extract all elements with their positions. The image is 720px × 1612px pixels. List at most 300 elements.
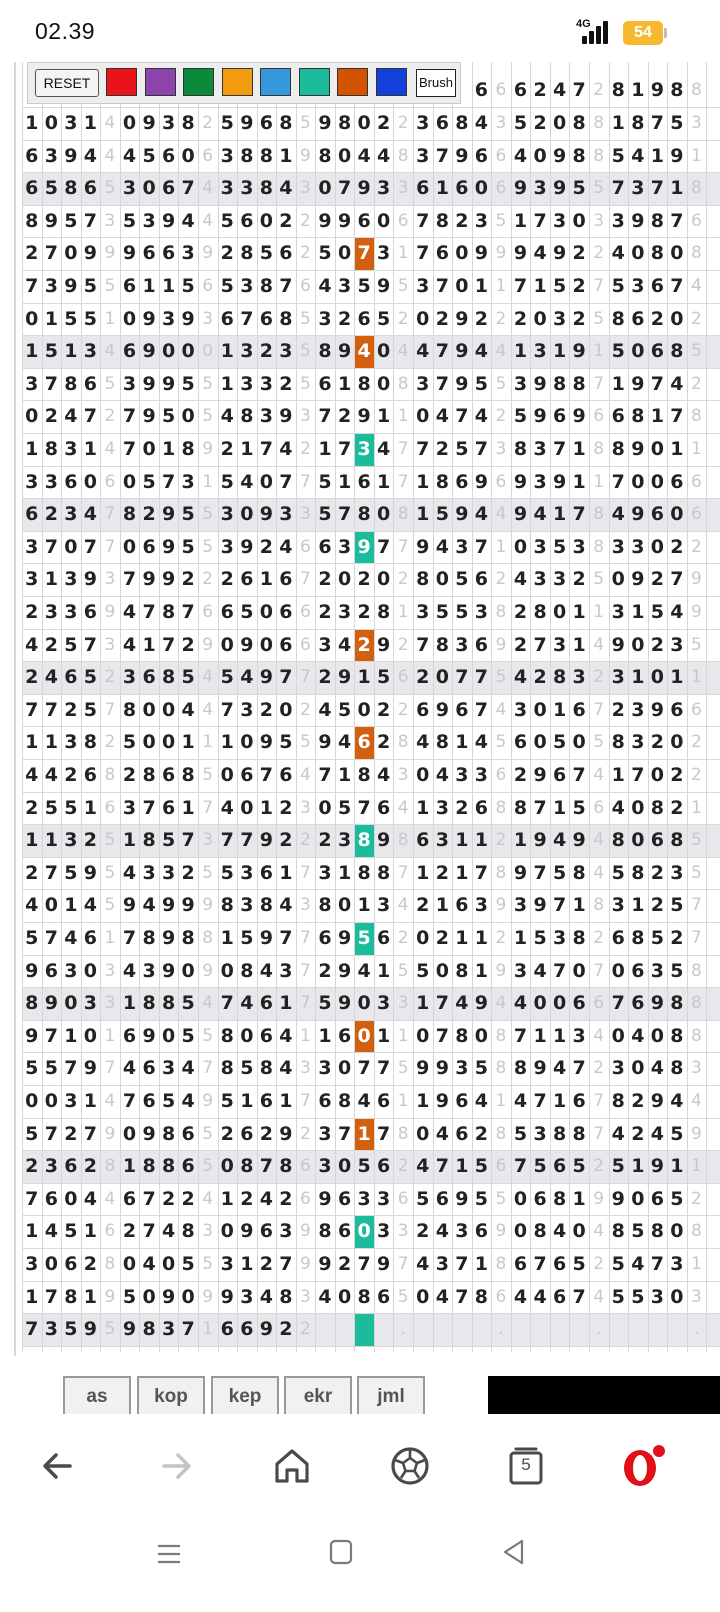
grid-cell[interactable]: 7 [572, 1057, 586, 1080]
grid-cell[interactable]: 1 [495, 536, 507, 557]
grid-cell[interactable]: 9 [162, 535, 176, 558]
grid-cell[interactable]: 5 [122, 209, 137, 232]
grid-cell[interactable]: 9 [495, 243, 507, 264]
grid-cell[interactable]: 0 [240, 503, 254, 526]
grid-cell[interactable]: 4 [513, 992, 528, 1015]
grid-cell[interactable]: 2 [357, 568, 371, 591]
grid-cell[interactable]: 1 [162, 438, 176, 460]
grid-cell[interactable]: 6 [122, 275, 137, 297]
grid-cell[interactable]: 9 [670, 144, 684, 167]
grid-cell[interactable]: 5 [611, 340, 625, 363]
grid-cell[interactable]: 6 [142, 242, 156, 265]
grid-cell[interactable]: 0 [337, 1057, 352, 1080]
grid-cell[interactable]: 5 [611, 1253, 625, 1275]
grid-cell[interactable]: 6 [631, 307, 645, 330]
grid-cell[interactable]: 0 [416, 1122, 430, 1145]
grid-cell[interactable]: 8 [220, 894, 234, 917]
grid-cell[interactable]: 2 [220, 568, 234, 591]
grid-cell[interactable]: 1 [553, 340, 567, 363]
grid-cell[interactable]: 4 [495, 699, 507, 720]
grid-cell[interactable]: 0 [631, 340, 645, 363]
grid-cell[interactable]: 6 [220, 307, 234, 330]
grid-cell[interactable]: 6 [64, 1253, 78, 1275]
grid-cell[interactable]: 0 [670, 1285, 684, 1308]
grid-cell[interactable]: 4 [64, 927, 78, 949]
grid-cell[interactable]: 3 [377, 1220, 391, 1243]
grid-cell[interactable]: 1 [416, 796, 430, 819]
grid-cell[interactable]: 8 [181, 764, 195, 786]
grid-cell[interactable]: 1 [357, 666, 371, 689]
grid-cell[interactable]: 9 [533, 764, 547, 786]
grid-cell[interactable]: 0 [122, 1122, 137, 1145]
grid-cell[interactable]: 2 [220, 438, 234, 460]
grid-cell[interactable]: 6 [670, 470, 684, 493]
grid-cell[interactable]: 7 [691, 895, 702, 916]
grid-cell[interactable]: 0 [220, 764, 234, 786]
grid-cell[interactable]: 4 [533, 503, 547, 526]
grid-cell[interactable]: 0 [240, 1024, 254, 1047]
grid-cell[interactable]: 8 [357, 861, 371, 884]
grid-cell[interactable]: 2 [104, 406, 116, 427]
grid-cell[interactable]: 5 [162, 1090, 176, 1112]
grid-cell[interactable]: 8 [495, 862, 507, 883]
grid-cell[interactable]: 4 [495, 993, 507, 1014]
grid-cell[interactable]: 5 [64, 796, 78, 819]
grid-cell[interactable]: 1 [354, 1118, 374, 1151]
grid-cell[interactable]: 2 [83, 829, 98, 852]
grid-cell[interactable]: 3 [455, 1057, 469, 1080]
grid-cell[interactable]: 4 [318, 275, 332, 297]
grid-cell[interactable] [550, 1313, 570, 1346]
grid-cell[interactable]: 1 [104, 308, 116, 329]
grid-cell[interactable]: 0 [220, 959, 234, 982]
grid-cell[interactable]: 4 [435, 1285, 449, 1308]
grid-cell[interactable]: 6 [650, 1187, 664, 1210]
grid-cell[interactable]: 3 [64, 959, 78, 982]
grid-cell[interactable]: 8 [455, 959, 469, 982]
grid-cell[interactable]: 3 [64, 731, 78, 754]
grid-cell[interactable]: 5 [300, 341, 311, 362]
grid-cell[interactable]: 0 [202, 341, 214, 362]
grid-cell[interactable]: 0 [377, 503, 391, 526]
grid-cell[interactable]: 5 [611, 275, 625, 297]
grid-cell[interactable]: 6 [104, 471, 116, 492]
grid-cell[interactable]: 1 [691, 1254, 702, 1274]
grid-cell[interactable]: 3 [611, 535, 625, 558]
grid-cell[interactable]: 9 [593, 1188, 605, 1209]
grid-cell[interactable]: 7 [181, 177, 195, 200]
grid-cell[interactable]: 2 [495, 569, 507, 590]
grid-cell[interactable]: 0 [25, 405, 39, 428]
grid-cell[interactable]: 7 [691, 928, 702, 948]
grid-cell[interactable]: 9 [162, 209, 176, 232]
grid-cell[interactable]: 4 [357, 959, 371, 982]
grid-cell[interactable]: 6 [455, 698, 469, 721]
grid-cell[interactable]: 8 [593, 439, 605, 459]
grid-cell[interactable]: 5 [357, 1155, 371, 1178]
grid-cell[interactable]: 4 [122, 144, 137, 167]
grid-cell[interactable]: 5 [553, 861, 567, 884]
grid-cell[interactable]: 8 [142, 992, 156, 1015]
grid-cell[interactable]: 5 [240, 927, 254, 949]
grid-cell[interactable] [628, 1313, 648, 1346]
grid-cell[interactable]: 8 [240, 242, 254, 265]
grid-cell[interactable]: 8 [435, 470, 449, 493]
grid-cell[interactable]: 7 [83, 535, 98, 558]
grid-cell[interactable]: 7 [220, 698, 234, 721]
grid-cell[interactable]: 0 [162, 731, 176, 754]
grid-cell[interactable]: 4 [220, 405, 234, 428]
grid-cell[interactable]: 8 [259, 894, 273, 917]
grid-cell[interactable]: 6 [691, 471, 702, 492]
grid-cell[interactable]: 0 [553, 112, 567, 134]
grid-cell[interactable]: 7 [593, 276, 605, 296]
grid-cell[interactable]: 2 [259, 535, 273, 558]
grid-row[interactable] [22, 759, 720, 792]
grid-cell[interactable]: 1 [611, 112, 625, 134]
grid-cell[interactable]: 2 [397, 928, 409, 948]
grid-cell[interactable]: 2 [377, 112, 391, 134]
grid-cell[interactable]: 2 [691, 765, 702, 785]
grid-cell[interactable]: 3 [240, 861, 254, 884]
grid-cell[interactable]: 7 [44, 1024, 58, 1047]
grid-cell[interactable]: 2 [44, 405, 58, 428]
grid-cell[interactable]: 6 [259, 112, 273, 134]
grid-cell[interactable]: 7 [455, 666, 469, 689]
grid-row[interactable] [22, 889, 720, 922]
grid-cell[interactable]: 5 [670, 894, 684, 917]
grid-cell[interactable]: 7 [83, 633, 98, 656]
swatch-orange[interactable] [222, 68, 253, 96]
grid-cell[interactable]: 2 [397, 699, 409, 720]
grid-cell[interactable]: 7 [202, 797, 214, 818]
grid-cell[interactable]: 5 [533, 1155, 547, 1178]
grid-cell[interactable]: 7 [83, 1122, 98, 1145]
grid-cell[interactable]: 1 [416, 1090, 430, 1112]
grid-cell[interactable]: 1 [474, 1253, 489, 1275]
grid-cell[interactable]: 9 [495, 960, 507, 981]
grid-cell[interactable]: 8 [631, 405, 645, 428]
grid-cell[interactable]: 5 [104, 862, 116, 883]
grid-cell[interactable]: 2 [64, 698, 78, 721]
grid-cell[interactable]: 5 [104, 895, 116, 916]
grid-cell[interactable]: 8 [691, 1025, 702, 1046]
grid-cell[interactable]: 3 [279, 1220, 293, 1243]
number-grid[interactable] [22, 62, 720, 1352]
grid-cell[interactable]: 3 [397, 178, 409, 199]
grid-cell[interactable]: 3 [279, 959, 293, 982]
grid-cell[interactable]: 7 [181, 829, 195, 852]
grid-cell[interactable]: 8 [650, 796, 664, 819]
grid-cell[interactable]: 9 [83, 568, 98, 591]
grid-cell[interactable]: 6 [572, 1090, 586, 1112]
grid-cell[interactable]: 0 [435, 666, 449, 689]
grid-cell[interactable]: 7 [122, 1090, 137, 1112]
grid-cell[interactable]: 0 [416, 927, 430, 949]
grid-cell[interactable]: 8 [495, 1058, 507, 1079]
grid-cell[interactable]: 2 [474, 1122, 489, 1145]
grid-cell[interactable]: 5 [495, 667, 507, 688]
grid-cell[interactable]: 3 [220, 144, 234, 167]
grid-cell[interactable]: 6 [377, 796, 391, 819]
grid-cell[interactable]: 8 [64, 177, 78, 200]
grid-cell[interactable]: 0 [455, 242, 469, 265]
grid-cell[interactable]: 5 [64, 1220, 78, 1243]
grid-cell[interactable]: 5 [337, 698, 352, 721]
grid-cell[interactable]: 7 [435, 340, 449, 363]
grid-cell[interactable]: 6 [533, 1187, 547, 1210]
grid-cell[interactable]: 3 [416, 112, 430, 134]
grid-cell[interactable]: 9 [64, 275, 78, 297]
grid-cell[interactable]: 9 [631, 438, 645, 460]
grid-cell[interactable]: 9 [279, 405, 293, 428]
grid-cell[interactable]: 5 [300, 732, 311, 753]
grid-cell[interactable]: 2 [181, 568, 195, 591]
grid-cell[interactable]: 8 [670, 829, 684, 852]
grid-cell[interactable]: 0 [377, 340, 391, 363]
grid-cell[interactable]: 7 [670, 275, 684, 297]
grid-cell[interactable]: 8 [495, 1123, 507, 1144]
grid-cell[interactable]: 9 [44, 209, 58, 232]
grid-cell[interactable]: 7 [142, 1187, 156, 1210]
grid-cell[interactable]: 6 [83, 372, 98, 395]
grid-row[interactable] [22, 531, 720, 564]
grid-cell[interactable]: 7 [318, 405, 332, 428]
grid-cell[interactable]: 3 [611, 666, 625, 689]
grid-cell[interactable]: 7 [650, 177, 664, 200]
grid-cell[interactable]: 6 [357, 209, 371, 232]
grid-cell[interactable]: 3 [631, 731, 645, 754]
grid-cell[interactable]: 8 [670, 1057, 684, 1080]
grid-cell[interactable]: 8 [435, 633, 449, 656]
grid-cell[interactable]: 5 [474, 372, 489, 395]
grid-cell[interactable]: 3 [64, 568, 78, 591]
grid-cell[interactable]: 2 [377, 698, 391, 721]
grid-cell[interactable]: 0 [181, 1285, 195, 1308]
grid-cell[interactable]: 1 [220, 927, 234, 949]
grid-cell[interactable]: 8 [181, 927, 195, 949]
grid-cell[interactable]: 5 [572, 796, 586, 819]
grid-cell[interactable]: 3 [64, 112, 78, 134]
grid-cell[interactable]: 5 [572, 1253, 586, 1275]
grid-cell[interactable]: 6 [83, 601, 98, 623]
grid-row[interactable] [22, 140, 720, 173]
grid-cell[interactable]: 4 [670, 1090, 684, 1112]
grid-cell[interactable]: 0 [572, 959, 586, 982]
grid-cell[interactable]: 0 [650, 764, 664, 786]
grid-cell[interactable]: 2 [300, 1319, 311, 1340]
grid-row[interactable] [22, 172, 720, 205]
home-square-icon[interactable] [327, 1538, 355, 1566]
grid-cell[interactable]: 0 [650, 666, 664, 689]
grid-cell[interactable]: 9 [181, 307, 195, 330]
grid-cell[interactable]: 0 [354, 1020, 374, 1053]
grid-cell[interactable]: 1 [318, 438, 332, 460]
grid-cell[interactable]: 1 [202, 471, 214, 492]
grid-cell[interactable]: 4 [259, 1187, 273, 1210]
grid-cell[interactable]: 1 [416, 503, 430, 526]
grid-cell[interactable] [433, 1313, 453, 1346]
grid-cell[interactable]: 1 [83, 1285, 98, 1308]
grid-cell[interactable]: 3 [455, 535, 469, 558]
grid-cell[interactable]: 0 [650, 1024, 664, 1047]
grid-cell[interactable]: 0 [181, 144, 195, 167]
grid-cell[interactable]: 9 [631, 503, 645, 526]
grid-cell[interactable]: 5 [611, 1285, 625, 1308]
grid-cell[interactable]: 6 [495, 1156, 507, 1177]
grid-cell[interactable]: 0 [142, 177, 156, 200]
grid-cell[interactable]: 0 [650, 438, 664, 460]
grid-cell[interactable]: 3 [240, 894, 254, 917]
grid-cell[interactable]: 8 [474, 1285, 489, 1308]
grid-cell[interactable]: 1 [474, 959, 489, 982]
grid-cell[interactable]: 2 [691, 1188, 702, 1209]
grid-cell[interactable]: 6 [279, 568, 293, 591]
grid-cell[interactable]: 5 [25, 927, 39, 949]
grid-cell[interactable]: 4 [337, 731, 352, 754]
grid-cell[interactable]: 3 [650, 1285, 664, 1308]
grid-cell[interactable]: 7 [357, 1057, 371, 1080]
grid-cell[interactable]: 6 [691, 504, 702, 525]
grid-cell[interactable]: 8 [122, 698, 137, 721]
grid-cell[interactable]: 3 [220, 1253, 234, 1275]
grid-cell[interactable]: 0 [533, 307, 547, 330]
grid-cell[interactable]: 6 [240, 1318, 254, 1341]
grid-cell[interactable]: 8 [513, 796, 528, 819]
grid-cell[interactable]: 8 [593, 113, 605, 133]
grid-cell[interactable]: 6 [162, 242, 176, 265]
grid-cell[interactable]: 6 [553, 1155, 567, 1178]
grid-cell[interactable]: 7 [455, 405, 469, 428]
grid-cell[interactable]: 0 [354, 1215, 374, 1248]
grid-cell[interactable]: 6 [259, 992, 273, 1015]
grid-cell[interactable]: 2 [44, 633, 58, 656]
grid-cell[interactable]: 3 [572, 535, 586, 558]
grid-cell[interactable]: 5 [337, 796, 352, 819]
grid-cell[interactable]: 5 [142, 144, 156, 167]
grid-cell[interactable]: 6 [240, 1122, 254, 1145]
grid-cell[interactable]: 7 [513, 275, 528, 297]
grid-cell[interactable]: 6 [593, 797, 605, 818]
grid-cell[interactable]: 8 [377, 861, 391, 884]
grid-cell[interactable]: 9 [650, 1090, 664, 1112]
grid-cell[interactable]: 9 [416, 1057, 430, 1080]
grid-cell[interactable]: 6 [377, 927, 391, 949]
grid-cell[interactable]: 9 [553, 470, 567, 493]
grid-cell[interactable]: 2 [691, 308, 702, 329]
grid-cell[interactable]: 6 [495, 1286, 507, 1307]
grid-cell[interactable]: 5 [104, 830, 116, 851]
grid-cell[interactable]: 2 [104, 732, 116, 753]
grid-cell[interactable]: 5 [300, 373, 311, 394]
grid-cell[interactable]: 3 [64, 503, 78, 526]
grid-cell[interactable]: 3 [202, 830, 214, 851]
grid-cell[interactable]: 0 [220, 1220, 234, 1243]
grid-cell[interactable]: 4 [162, 1220, 176, 1243]
grid-cell[interactable]: 9 [495, 634, 507, 655]
grid-cell[interactable]: 3 [377, 1187, 391, 1210]
grid-cell[interactable]: 0 [318, 796, 332, 819]
grid-cell[interactable]: 6 [416, 829, 430, 852]
grid-cell[interactable]: 0 [631, 829, 645, 852]
grid-cell[interactable]: 7 [122, 405, 137, 428]
grid-cell[interactable]: 5 [318, 470, 332, 493]
grid-cell[interactable]: 5 [202, 1254, 214, 1274]
grid-cell[interactable]: 3 [25, 1253, 39, 1275]
grid-cell[interactable]: 8 [220, 1024, 234, 1047]
grid-cell[interactable]: 9 [162, 959, 176, 982]
grid-cell[interactable]: 5 [611, 861, 625, 884]
grid-cell[interactable]: 7 [337, 438, 352, 460]
grid-cell[interactable]: 7 [435, 372, 449, 395]
grid-row[interactable] [22, 107, 720, 140]
grid-cell[interactable]: 8 [318, 1220, 332, 1243]
grid-cell[interactable]: 5 [83, 275, 98, 297]
grid-cell[interactable]: 9 [553, 242, 567, 265]
grid-cell[interactable]: 3 [318, 1122, 332, 1145]
grid-cell[interactable]: 8 [337, 112, 352, 134]
grid-cell[interactable]: 9 [142, 112, 156, 134]
grid-cell[interactable]: 3 [533, 340, 547, 363]
grid-cell[interactable]: 4 [142, 1253, 156, 1275]
grid-cell[interactable] [354, 1313, 374, 1346]
grid-cell[interactable]: 5 [553, 731, 567, 754]
grid-cell[interactable]: 1 [83, 1220, 98, 1243]
grid-cell[interactable]: 8 [572, 112, 586, 134]
grid-cell[interactable]: 4 [611, 796, 625, 819]
grid-cell[interactable]: 0 [142, 698, 156, 721]
grid-cell[interactable]: 1 [377, 405, 391, 428]
grid-cell[interactable]: 5 [572, 177, 586, 200]
grid-cell[interactable]: 7 [259, 1155, 273, 1178]
grid-cell[interactable]: 9 [495, 1221, 507, 1242]
grid-cell[interactable]: 4 [474, 405, 489, 428]
grid-cell[interactable]: 6 [83, 177, 98, 200]
grid-cell[interactable]: 2 [337, 1253, 352, 1275]
grid-cell[interactable]: 2 [495, 928, 507, 948]
grid-cell[interactable]: 6 [377, 1155, 391, 1178]
grid-cell[interactable]: 1 [553, 503, 567, 526]
grid-cell[interactable] [472, 1313, 492, 1346]
grid-cell[interactable]: 5 [593, 569, 605, 590]
grid-cell[interactable]: 4 [279, 438, 293, 460]
grid-cell[interactable]: 1 [416, 470, 430, 493]
grid-cell[interactable]: 2 [455, 209, 469, 232]
grid-cell[interactable]: 9 [650, 992, 664, 1015]
grid-cell[interactable]: 0 [533, 992, 547, 1015]
grid-cell[interactable]: 4 [300, 765, 311, 785]
grid-cell[interactable]: 7 [553, 438, 567, 460]
grid-cell[interactable]: 1 [25, 1285, 39, 1308]
grid-cell[interactable]: 4 [279, 894, 293, 917]
grid-cell[interactable]: 4 [553, 1220, 567, 1243]
grid-cell[interactable]: 1 [631, 601, 645, 623]
grid-cell[interactable]: 7 [455, 1253, 469, 1275]
grid-cell[interactable]: 0 [357, 112, 371, 134]
grid-cell[interactable]: 8 [259, 275, 273, 297]
grid-cell[interactable]: 8 [495, 602, 507, 622]
grid-cell[interactable]: 7 [397, 471, 409, 492]
grid-cell[interactable]: 3 [337, 535, 352, 558]
grid-cell[interactable]: 4 [593, 830, 605, 851]
grid-cell[interactable]: 6 [474, 568, 489, 591]
grid-cell[interactable]: 2 [220, 242, 234, 265]
grid-cell[interactable]: 8 [357, 1285, 371, 1308]
grid-cell[interactable]: 9 [162, 894, 176, 917]
grid-cell[interactable]: 5 [202, 1123, 214, 1144]
grid-cell[interactable]: 2 [691, 373, 702, 394]
grid-cell[interactable]: 3 [377, 177, 391, 200]
